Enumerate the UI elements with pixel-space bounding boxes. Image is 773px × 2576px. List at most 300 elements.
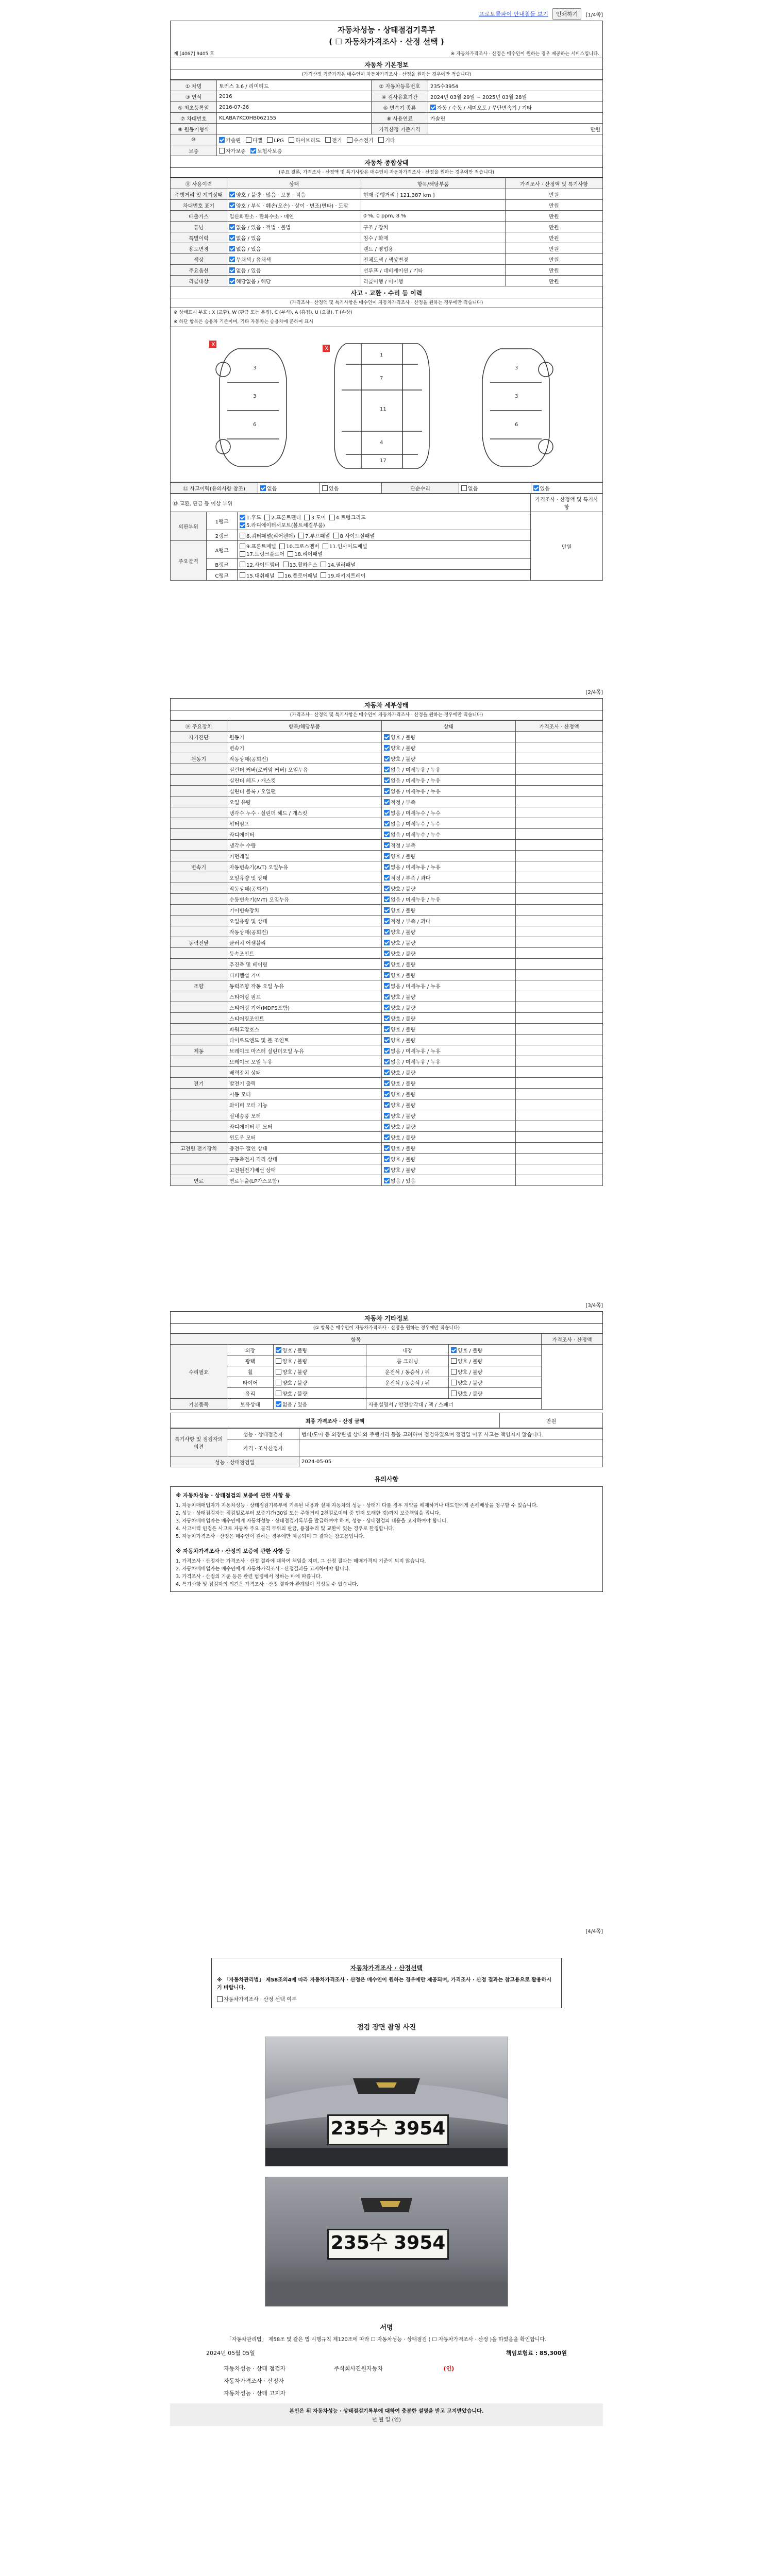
detail-state-text: 없음 / 미세누유 / 누유 bbox=[391, 778, 441, 784]
checkbox-checked-icon[interactable] bbox=[229, 202, 235, 208]
detail-price bbox=[516, 1175, 603, 1186]
basic-value: 가솔린 bbox=[428, 113, 603, 124]
accident-row bbox=[171, 483, 603, 494]
checkbox-checked-icon[interactable] bbox=[384, 983, 390, 989]
checkbox-icon[interactable] bbox=[278, 572, 283, 578]
checkbox-checked-icon[interactable] bbox=[384, 896, 390, 902]
detail-device bbox=[171, 1002, 227, 1013]
notes-title: 유의사항 bbox=[374, 1476, 399, 1483]
status-price: 만원 bbox=[506, 243, 603, 254]
checkbox-icon[interactable] bbox=[461, 485, 467, 491]
detail-part: 오일유량 및 상태 bbox=[227, 916, 382, 926]
repair-label: 단순수리 bbox=[382, 483, 459, 494]
status-price: 만원 bbox=[506, 189, 603, 200]
detail-row bbox=[171, 1099, 603, 1110]
signer-row bbox=[222, 2375, 551, 2387]
checkbox-checked-icon[interactable] bbox=[384, 972, 390, 978]
status-part: 구조 / 장치 bbox=[361, 222, 506, 232]
signer-seal bbox=[442, 2387, 551, 2399]
checkbox-checked-icon[interactable] bbox=[384, 1037, 390, 1043]
accident-label: ⑫ 사고이력(유의사항 참조) bbox=[171, 483, 258, 494]
fuel-label: ⑩ bbox=[171, 134, 217, 145]
checkbox-checked-icon[interactable] bbox=[229, 224, 235, 230]
checkbox-checked-icon[interactable] bbox=[384, 1091, 390, 1097]
checkbox-checked-icon[interactable] bbox=[533, 485, 539, 491]
basic-value: 2016 bbox=[217, 91, 372, 102]
signature-statement: 「자동차관리법」 제58조 및 같은 법 시행규칙 제120조에 따라 ☐ 자동차성능 · 상태점검 ( ☐ 자동차가격조사 · 산정 )을 하였음을 확인합니다. bbox=[226, 2337, 547, 2343]
checkbox-checked-icon[interactable] bbox=[240, 522, 245, 528]
checkbox-checked-icon[interactable] bbox=[384, 799, 390, 805]
opinion-row bbox=[171, 1429, 603, 1439]
detail-part: 시동 모터 bbox=[227, 1089, 382, 1099]
checkbox-checked-icon[interactable] bbox=[384, 745, 390, 751]
basic-label: ① 차명 bbox=[171, 80, 217, 91]
checkbox-icon[interactable] bbox=[267, 137, 273, 143]
checkbox-icon[interactable] bbox=[283, 562, 289, 567]
other-section-sub: (① 항목은 매수인이 자동차가격조사 · 산정을 원하는 경우에만 적습니다) bbox=[170, 1324, 603, 1333]
detail-state bbox=[382, 764, 516, 775]
checkbox-checked-icon[interactable] bbox=[384, 1026, 390, 1032]
checkbox-icon[interactable] bbox=[451, 1358, 457, 1364]
checkbox-checked-icon[interactable] bbox=[384, 1156, 390, 1162]
checkbox-checked-icon[interactable] bbox=[276, 1401, 281, 1407]
status-state-text: 없음 / 있음 bbox=[236, 246, 261, 252]
checkbox-checked-icon[interactable] bbox=[229, 192, 235, 197]
detail-device: 전기 bbox=[171, 1078, 227, 1089]
checkbox-icon[interactable] bbox=[276, 1391, 281, 1396]
svg-text:1: 1 bbox=[380, 352, 383, 358]
detail-row bbox=[171, 916, 603, 926]
detail-device: 연료 bbox=[171, 1175, 227, 1186]
parts-list bbox=[238, 570, 531, 581]
detail-device bbox=[171, 959, 227, 970]
parts-list bbox=[238, 512, 531, 530]
detail-row bbox=[171, 1056, 603, 1067]
signers-table bbox=[222, 2362, 551, 2399]
checkbox-checked-icon[interactable] bbox=[384, 1145, 390, 1151]
opinion-text: 범퍼/도어 등 외장판넬 상태와 주행거리 등을 고려하여 점검하였으며 점검일 이후 사고는 책임지지 않습니다. bbox=[299, 1429, 603, 1439]
detail-part: 스티어링 기어(MDPS포함) bbox=[227, 1002, 382, 1013]
checkbox-icon[interactable] bbox=[219, 148, 225, 154]
detail-price bbox=[516, 1024, 603, 1035]
parts-list bbox=[238, 541, 531, 559]
price-choice-box bbox=[211, 1958, 562, 2008]
price-choice-option bbox=[217, 1995, 556, 2003]
detail-row bbox=[171, 829, 603, 840]
other-state bbox=[449, 1377, 542, 1388]
detail-device bbox=[171, 818, 227, 829]
detail-price bbox=[516, 786, 603, 796]
detail-price bbox=[516, 1035, 603, 1045]
checkbox-checked-icon[interactable] bbox=[384, 1102, 390, 1108]
part-item: 6.쿼터패널(리어펜더) bbox=[246, 533, 295, 539]
detail-price bbox=[516, 1067, 603, 1078]
checkbox-checked-icon[interactable] bbox=[384, 756, 390, 761]
other-state bbox=[274, 1399, 366, 1410]
checkbox-icon[interactable] bbox=[323, 544, 328, 549]
checkbox-checked-icon[interactable] bbox=[384, 1080, 390, 1086]
checkbox-checked-icon[interactable] bbox=[384, 1167, 390, 1173]
detail-part: 브레이크 오일 누유 bbox=[227, 1056, 382, 1067]
detail-state-text: 양호 / 불량 bbox=[391, 1016, 416, 1022]
detail-row bbox=[171, 991, 603, 1002]
option-text: 양호 / 불량 bbox=[282, 1391, 308, 1397]
checkbox-icon[interactable] bbox=[329, 515, 335, 520]
status-row bbox=[171, 200, 603, 211]
note-item: 5. 자동차가격조사 · 산정은 매수인이 원하는 경우에만 제공되며 그 결과는 참고용입니다. bbox=[176, 1534, 365, 1539]
detail-state bbox=[382, 1089, 516, 1099]
checkbox-checked-icon[interactable] bbox=[384, 951, 390, 956]
checkbox-icon[interactable] bbox=[240, 551, 245, 557]
checkbox-checked-icon[interactable] bbox=[384, 864, 390, 870]
detail-state bbox=[382, 980, 516, 991]
price-choice-text: ※ 「자동차관리법」 제58조의4에 따라 자동차가격조사 · 산정은 매수인이 원하는 경우에만 제공되며, 가격조사 · 산정 결과는 참고용으로 활용하시기 바랍니다. bbox=[217, 1977, 551, 1991]
detail-state-text: 양호 / 불량 bbox=[391, 1103, 416, 1109]
detail-device bbox=[171, 829, 227, 840]
detail-row bbox=[171, 1121, 603, 1132]
inspection-date-label: 성능 · 상태점검일 bbox=[171, 1456, 299, 1467]
signature-title: 서명 bbox=[380, 2324, 393, 2332]
detail-row bbox=[171, 937, 603, 948]
checkbox-icon[interactable] bbox=[264, 515, 270, 520]
checkbox-checked-icon[interactable] bbox=[250, 148, 256, 154]
detail-part: 배력장치 상태 bbox=[227, 1067, 382, 1078]
checkbox-checked-icon[interactable] bbox=[260, 485, 266, 491]
detail-part: 실린더 블록 / 오일팬 bbox=[227, 786, 382, 796]
detail-state bbox=[382, 732, 516, 742]
detail-state bbox=[382, 916, 516, 926]
checkbox-checked-icon[interactable] bbox=[384, 1070, 390, 1075]
checkbox-icon[interactable] bbox=[240, 533, 245, 538]
fuel-option: 가솔린 bbox=[226, 138, 241, 144]
checkbox-icon[interactable] bbox=[347, 137, 352, 143]
fuel-option: 하이브리드 bbox=[295, 138, 321, 144]
detail-state bbox=[382, 861, 516, 872]
status-state bbox=[227, 254, 361, 265]
page-2 bbox=[170, 688, 603, 1285]
detail-device: 자기진단 bbox=[171, 732, 227, 742]
fuel-option: 기타 bbox=[385, 138, 395, 144]
detail-part: 클러치 어셈블리 bbox=[227, 937, 382, 948]
checkbox-checked-icon[interactable] bbox=[384, 734, 390, 740]
svg-text:6: 6 bbox=[515, 422, 518, 428]
detail-row bbox=[171, 948, 603, 959]
checkbox-icon[interactable] bbox=[240, 562, 245, 567]
status-price: 만원 bbox=[506, 232, 603, 243]
checkbox-icon[interactable] bbox=[451, 1391, 457, 1396]
checkbox-icon[interactable] bbox=[321, 572, 326, 578]
checkbox-checked-icon[interactable] bbox=[430, 105, 436, 110]
detail-part: 변속기 bbox=[227, 742, 382, 753]
checkbox-icon[interactable] bbox=[333, 533, 339, 538]
detail-row bbox=[171, 1089, 603, 1099]
status-state-text: 없음 / 있음 · 적법 · 불법 bbox=[236, 225, 291, 231]
footer-ack bbox=[170, 2403, 603, 2426]
status-price: 만원 bbox=[506, 254, 603, 265]
checkbox-checked-icon[interactable] bbox=[384, 918, 390, 924]
doc-no-unit: 호 bbox=[210, 52, 214, 57]
detail-device bbox=[171, 1089, 227, 1099]
checkbox-checked-icon[interactable] bbox=[384, 1178, 390, 1183]
detail-state bbox=[382, 970, 516, 980]
detail-device bbox=[171, 872, 227, 883]
doc-no-note: ※ 자동차가격조사 · 산정은 매수인이 원하는 경우 제공하는 서비스입니다. bbox=[450, 52, 599, 57]
detail-part: 냉각수 누수 · 실린더 헤드 / 개스킷 bbox=[227, 807, 382, 818]
accident-section-title: 사고 · 교환 · 수리 등 이력 bbox=[170, 286, 603, 298]
checkbox-icon[interactable] bbox=[279, 544, 285, 549]
detail-device bbox=[171, 1110, 227, 1121]
status-state bbox=[227, 276, 361, 286]
detail-state-text: 양호 / 불량 bbox=[391, 886, 416, 892]
other-state bbox=[449, 1366, 542, 1377]
checkbox-checked-icon[interactable] bbox=[384, 961, 390, 967]
detail-device: 원동기 bbox=[171, 753, 227, 764]
detail-part: 실린더 커버(로커암 커버) 오일누유 bbox=[227, 764, 382, 775]
checkbox-checked-icon[interactable] bbox=[229, 235, 235, 241]
opinion-row bbox=[171, 1439, 603, 1456]
detail-row bbox=[171, 851, 603, 861]
detail-part: 라디에이터 bbox=[227, 829, 382, 840]
parts-price-header: 가격조사 · 산정액 및 특기사항 bbox=[531, 494, 603, 512]
date-row bbox=[171, 1456, 603, 1467]
status-row bbox=[171, 232, 603, 243]
checkbox-checked-icon[interactable] bbox=[384, 810, 390, 816]
checkbox-checked-icon[interactable] bbox=[384, 767, 390, 772]
detail-price bbox=[516, 1099, 603, 1110]
detail-device: 변속기 bbox=[171, 861, 227, 872]
detail-state-text: 양호 / 불량 bbox=[391, 1146, 416, 1152]
other-row bbox=[171, 1355, 603, 1366]
status-state bbox=[227, 222, 361, 232]
detail-row bbox=[171, 1154, 603, 1164]
checkbox-checked-icon[interactable] bbox=[384, 1134, 390, 1140]
detail-device bbox=[171, 1024, 227, 1035]
checkbox-checked-icon[interactable] bbox=[384, 853, 390, 859]
detail-part: 스티어링조인트 bbox=[227, 1013, 382, 1024]
fuel-option: 디젤 bbox=[252, 138, 262, 144]
checkbox-icon[interactable] bbox=[325, 137, 331, 143]
sign-date-line bbox=[170, 2344, 603, 2359]
detail-state bbox=[382, 840, 516, 851]
detail-row bbox=[171, 1045, 603, 1056]
checkbox-icon[interactable] bbox=[276, 1380, 281, 1385]
checkbox-checked-icon[interactable] bbox=[229, 278, 235, 284]
status-row bbox=[171, 222, 603, 232]
status-state bbox=[227, 232, 361, 243]
checkbox-checked-icon[interactable] bbox=[384, 940, 390, 945]
detail-state-text: 양호 / 불량 bbox=[391, 940, 416, 946]
opinion-role: 가격 · 조사산정자 bbox=[227, 1439, 299, 1456]
detail-part: 연료누출(LP가스포함) bbox=[227, 1175, 382, 1186]
checkbox-checked-icon[interactable] bbox=[384, 821, 390, 826]
detail-state-text: 양호 / 불량 bbox=[391, 908, 416, 914]
checkbox-icon[interactable] bbox=[321, 562, 326, 567]
detail-state bbox=[382, 1121, 516, 1132]
checkbox-icon[interactable] bbox=[378, 137, 384, 143]
detail-price bbox=[516, 829, 603, 840]
transmission-value bbox=[428, 102, 603, 113]
detail-row bbox=[171, 959, 603, 970]
detail-header: 항목/해당부품 bbox=[227, 721, 382, 732]
basic-section-sub: (가격산정 기준가격은 매수인이 자동차가격조사 · 산정을 원하는 경우에만 적습니다) bbox=[170, 70, 603, 80]
checkbox-icon[interactable] bbox=[451, 1380, 457, 1385]
checkbox-checked-icon[interactable] bbox=[384, 788, 390, 794]
doc-no-label: 제 bbox=[174, 52, 178, 57]
accident-note: ※ 상태표시 부호 : X (교환), W (판금 또는 용접), C (부식), A (흠집), U (요철), T (손상) bbox=[174, 310, 352, 315]
checkbox-icon[interactable] bbox=[288, 551, 293, 557]
part-item: 3.도어 bbox=[311, 515, 326, 521]
checkbox-checked-icon[interactable] bbox=[384, 907, 390, 913]
detail-price bbox=[516, 1045, 603, 1056]
part-item: 11.인사이드패널 bbox=[329, 544, 367, 550]
checkbox-icon[interactable] bbox=[289, 137, 294, 143]
status-item: 색상 bbox=[171, 254, 227, 265]
checkbox-checked-icon[interactable] bbox=[384, 1113, 390, 1118]
other-item: 룸 크리닝 bbox=[366, 1355, 449, 1366]
detail-part: 충전구 절연 상태 bbox=[227, 1143, 382, 1154]
detail-part: 파워고압호스 bbox=[227, 1024, 382, 1035]
signer-role: 자동차가격조사 · 산정자 bbox=[224, 2378, 284, 2384]
status-item: 특별이력 bbox=[171, 232, 227, 243]
detail-price bbox=[516, 937, 603, 948]
checkbox-checked-icon[interactable] bbox=[276, 1347, 281, 1353]
basic-label: ⑤ 최초등록일 bbox=[171, 102, 217, 113]
detail-part: 고전원전기배선 상태 bbox=[227, 1164, 382, 1175]
basic-value: 토러스 3.6 / 리미티드 bbox=[217, 80, 372, 91]
other-item: 운전석 / 동승석 / 뒤 bbox=[366, 1366, 449, 1377]
status-state: 일산화탄소 · 탄화수소 · 매연 bbox=[227, 211, 361, 222]
checkbox-icon[interactable] bbox=[322, 485, 328, 491]
checkbox-checked-icon[interactable] bbox=[384, 777, 390, 783]
checkbox-icon[interactable] bbox=[246, 137, 251, 143]
option-text: 있음 bbox=[329, 486, 339, 492]
accident-table bbox=[170, 482, 603, 494]
basic-value: 자동 / 수동 / 세미오토 / 무단변속기 / 기타 bbox=[437, 105, 532, 111]
detail-state bbox=[382, 1056, 516, 1067]
checkbox-checked-icon[interactable] bbox=[384, 1059, 390, 1064]
accident-section-sub: (가격조사 · 산정액 및 특기사항은 매수인이 자동차가격조사 · 산정을 원하는 경우에만 적습니다) bbox=[170, 298, 603, 308]
checkbox-checked-icon[interactable] bbox=[384, 875, 390, 880]
car-diagram bbox=[170, 327, 603, 482]
basic-label: ② 자동차등록번호 bbox=[372, 80, 428, 91]
detail-price bbox=[516, 753, 603, 764]
detail-part: 발전기 출력 bbox=[227, 1078, 382, 1089]
detail-price bbox=[516, 1110, 603, 1121]
detail-device bbox=[171, 991, 227, 1002]
detail-device bbox=[171, 764, 227, 775]
note-item: 4. 특기사항 및 점검자의 의견은 가격조사 · 산정 결과와 관계없이 작성될 수 있습니다. bbox=[176, 1582, 359, 1587]
checkbox-checked-icon[interactable] bbox=[384, 886, 390, 891]
other-state bbox=[274, 1388, 366, 1399]
detail-row bbox=[171, 786, 603, 796]
basic-value: 만원 bbox=[428, 124, 603, 134]
detail-state bbox=[382, 937, 516, 948]
title-main: 자동차성능 · 상태점검기록부 bbox=[337, 25, 436, 35]
basic-label: ③ 연식 bbox=[171, 91, 217, 102]
checkbox-checked-icon[interactable] bbox=[384, 1015, 390, 1021]
checkbox-icon[interactable] bbox=[276, 1358, 281, 1364]
status-part: 현재 주행거리 [ 121,387 km ] bbox=[361, 189, 506, 200]
warranty-options bbox=[217, 145, 603, 156]
detail-price bbox=[516, 1056, 603, 1067]
basic-value: 2016-07-26 bbox=[217, 102, 372, 113]
detail-state bbox=[382, 883, 516, 894]
detail-row bbox=[171, 1002, 603, 1013]
detail-device bbox=[171, 1013, 227, 1024]
checkbox-icon[interactable] bbox=[304, 515, 310, 520]
option-text: 없음 bbox=[468, 486, 478, 492]
fuel-row bbox=[171, 134, 603, 145]
detail-device bbox=[171, 905, 227, 916]
checkbox-checked-icon[interactable] bbox=[451, 1347, 457, 1353]
detail-state-text: 양호 / 불량 bbox=[391, 1124, 416, 1130]
fuel-option: 수소전기 bbox=[354, 138, 374, 144]
accident-none bbox=[258, 483, 320, 494]
warranty-label: 보증 bbox=[171, 145, 217, 156]
checkbox-checked-icon[interactable] bbox=[384, 1048, 390, 1054]
other-header: 항목 bbox=[171, 1334, 542, 1345]
car-outline-diagram bbox=[191, 333, 583, 478]
detail-state-text: 없음 / 미세누수 / 누수 bbox=[391, 810, 441, 817]
other-row bbox=[171, 1345, 603, 1355]
checkbox-icon[interactable] bbox=[451, 1369, 457, 1375]
checkbox-checked-icon[interactable] bbox=[229, 246, 235, 251]
option-text: 양호 / 불량 bbox=[282, 1380, 308, 1386]
detail-row bbox=[171, 796, 603, 807]
detail-device: 고전원 전기장치 bbox=[171, 1143, 227, 1154]
checkbox-icon[interactable] bbox=[276, 1369, 281, 1375]
checkbox-checked-icon[interactable] bbox=[384, 1005, 390, 1010]
checkbox-icon[interactable] bbox=[240, 572, 245, 578]
checkbox-checked-icon[interactable] bbox=[384, 929, 390, 935]
checkbox-checked-icon[interactable] bbox=[219, 137, 225, 143]
detail-device bbox=[171, 786, 227, 796]
checkbox-checked-icon[interactable] bbox=[384, 842, 390, 848]
detail-header: 상태 bbox=[382, 721, 516, 732]
checkbox-icon[interactable] bbox=[298, 533, 304, 538]
note-item: 1. 자동차매매업자가 자동차성능 · 상태점검기록부에 기록된 내용과 실제 자동차의 성능 · 상태가 다를 경우 계약을 해제하거나 매도인에게 손해배상을 청구할 수 있습니다. bbox=[176, 1503, 538, 1509]
detail-state-text: 양호 / 불량 bbox=[391, 854, 416, 860]
checkbox-checked-icon[interactable] bbox=[384, 994, 390, 999]
detail-price bbox=[516, 1089, 603, 1099]
status-state-text: 무채색 / 유채색 bbox=[236, 257, 271, 263]
detail-state bbox=[382, 948, 516, 959]
parts-table bbox=[170, 494, 603, 581]
checkbox-checked-icon[interactable] bbox=[229, 257, 235, 262]
basic-label: 가격산정 기준가격 bbox=[372, 124, 428, 134]
status-part: 전체도색 / 색상변경 bbox=[361, 254, 506, 265]
checkbox-checked-icon[interactable] bbox=[240, 515, 245, 520]
detail-state bbox=[382, 1024, 516, 1035]
checkbox-checked-icon[interactable] bbox=[384, 1124, 390, 1129]
detail-row bbox=[171, 872, 603, 883]
checkbox-icon[interactable] bbox=[217, 1996, 223, 2002]
other-item: 휠 bbox=[227, 1366, 274, 1377]
detail-header-row bbox=[171, 721, 603, 732]
detail-device: 제동 bbox=[171, 1045, 227, 1056]
detail-row bbox=[171, 818, 603, 829]
checkbox-checked-icon[interactable] bbox=[384, 832, 390, 837]
checkbox-icon[interactable] bbox=[240, 544, 245, 549]
help-link[interactable]: 프로토콜파이 안내칠들 보기 bbox=[479, 11, 548, 18]
status-part: 0 %, 0 ppm, 8 % bbox=[361, 211, 506, 222]
detail-state-text: 양호 / 불량 bbox=[391, 1081, 416, 1087]
note-item: 1. 가격조사 · 산정자는 가격조사 · 산정 결과에 대하여 책임을 지며, 그 산정 결과는 매매가격의 기준이 되지 않습니다. bbox=[176, 1558, 426, 1564]
detail-row bbox=[171, 1175, 603, 1186]
checkbox-checked-icon[interactable] bbox=[229, 267, 235, 273]
status-header: 상태 bbox=[227, 178, 361, 189]
print-button[interactable]: 인쇄하기 bbox=[552, 8, 582, 20]
